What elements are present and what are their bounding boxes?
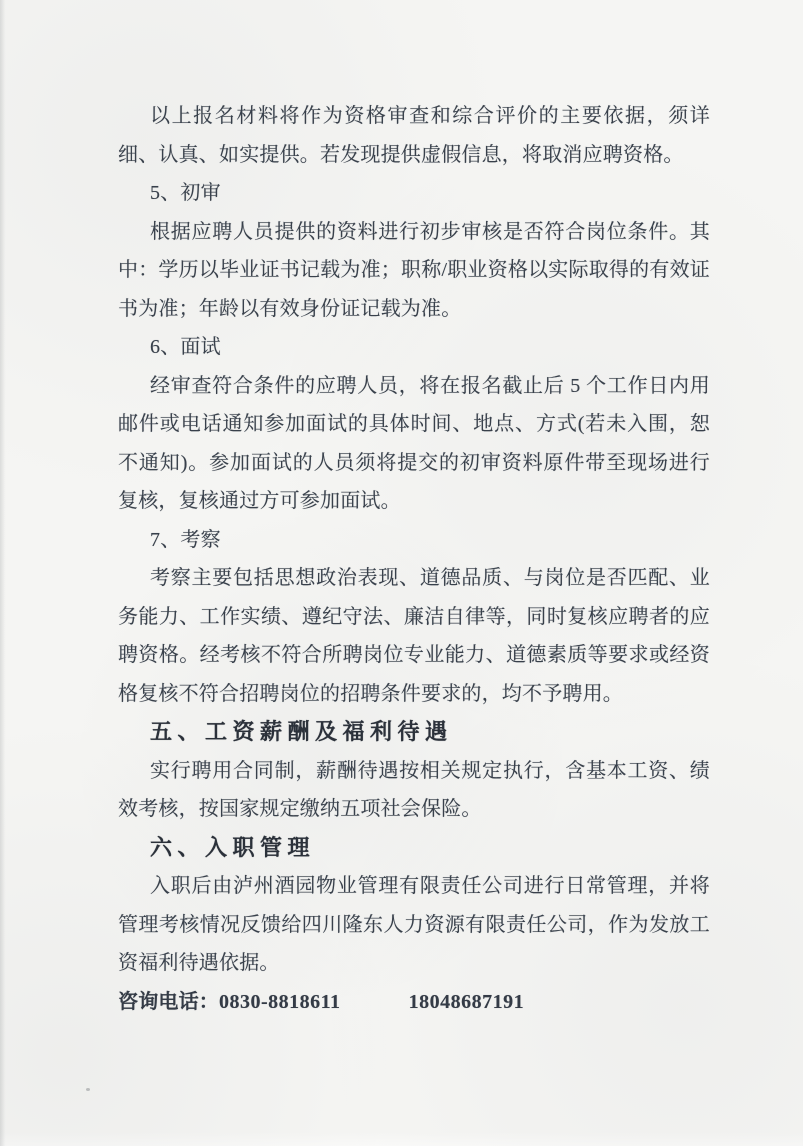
scan-edge-shadow <box>0 0 5 1146</box>
paragraph: 入职后由泸州酒园物业管理有限责任公司进行日常管理，并将管理考核情况反馈给四川隆东人力资源有限责任公司，作为发放工资福利待遇依据。 <box>118 875 710 974</box>
contact-line <box>118 983 710 1022</box>
paragraph: 实行聘用合同制，薪酬待遇按相关规定执行，含基本工资、绩效考核，按国家规定缴纳五项社会保险。 <box>118 759 710 820</box>
numbered-item-heading: 6、面试 <box>150 336 221 358</box>
paragraph: 考察主要包括思想政治表现、道德品质、与岗位是否匹配、业务能力、工作实绩、遵纪守法、廉洁自律等，同时复核应聘者的应聘资格。经考核不符合所聘岗位专业能力、道德素质等要求或经资格复核不符合招聘岗位的招聘条件要求的，均不予聘用。 <box>118 567 710 705</box>
scan-speck <box>86 1088 90 1091</box>
paragraph: 以上报名材料将作为资格审查和综合评价的主要依据，须详细、认真、如实提供。若发现提供虚假信息，将取消应聘资格。 <box>118 105 710 166</box>
numbered-item-heading: 7、考察 <box>150 528 221 551</box>
phone-number-primary: 0830-8818611 <box>219 990 341 1013</box>
section-heading: 六、入职管理 <box>150 834 316 860</box>
document-blocks <box>118 97 710 983</box>
paragraph: 经审查符合条件的应聘人员，将在报名截止后 5 个工作日内用邮件或电话通知参加面试的具体时间、地点、方式(若未入围，恕不通知)。参加面试的人员须将提交的初审资料原件带至现场进行复核，复核通过方可参加面试。 <box>118 374 710 512</box>
paragraph: 根据应聘人员提供的资料进行初步审核是否符合岗位条件。其中：学历以毕业证书记载为准；职称/职业资格以实际取得的有效证书为准；年龄以有效身份证记载为准。 <box>118 220 710 320</box>
contact-label: 咨询电话： <box>118 990 219 1013</box>
phone-number-secondary: 18048687191 <box>408 990 525 1013</box>
numbered-item-heading: 5、初审 <box>150 182 221 204</box>
section-heading: 五、工资薪酬及福利待遇 <box>150 719 453 744</box>
